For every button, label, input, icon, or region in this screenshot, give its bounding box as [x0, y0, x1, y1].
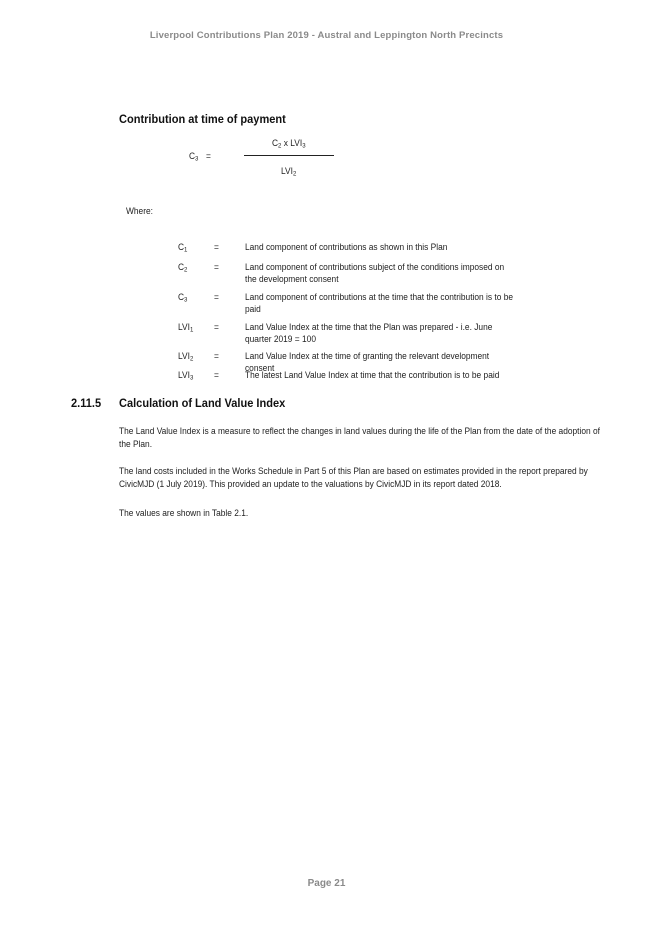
numerator-lvi3: LVI [290, 138, 303, 148]
definition-symbol: $C_2$ [178, 262, 188, 274]
paragraph: The values are shown in Table 2.1. [119, 508, 249, 518]
definition-text: The latest Land Value Index at time that the contribution is to be paid [245, 370, 500, 380]
page-number: Page 21 [307, 878, 346, 889]
formula-denominator: $LVI_2$ [281, 166, 297, 178]
paragraph: The land costs included in the Works Schedule in Part 5 of this Plan are based on estimates provided in the report prepared by CivicMJD (1 July 2019). This provided an update to the valuations by CivicMJD in its report dated 2018. [119, 466, 588, 489]
definition-equals: = [214, 351, 219, 361]
definition-symbol: $LVI_3$ [178, 370, 194, 382]
definition-text: Land Value Index at the time that the Plan was prepared - i.e. June quarter 2019 = 100 [245, 322, 493, 344]
running-header: Liverpool Contributions Plan 2019 - Austral and Leppington North Precincts [149, 30, 504, 41]
paragraph: The Land Value Index is a measure to reflect the changes in land values during the life of the Plan from the date of the adoption of the Plan. [119, 426, 600, 449]
definition-symbol: $C_3$ [178, 292, 188, 304]
section-number: 2.11.5 [71, 396, 102, 410]
where-label: Where: [126, 206, 153, 216]
definition-text: Land component of contributions as shown in this Plan [245, 242, 448, 252]
definition-text: Land Value Index at the time of granting the relevant development consent [245, 351, 490, 373]
formula-heading: Contribution at time of payment [119, 112, 286, 126]
definition-symbol: $C_1$ [178, 242, 188, 254]
formula-lhs: $C_3$ [189, 151, 199, 163]
definition-symbol: $LVI_2$ [178, 351, 194, 363]
definition-equals: = [214, 370, 219, 380]
definition-symbol: $LVI_1$ [178, 322, 194, 334]
definition-equals: = [214, 322, 219, 332]
section-title: Calculation of Land Value Index [119, 396, 286, 410]
formula-numerator: $C_2$ x $LVI_3$ [272, 138, 306, 150]
definition-equals: = [214, 242, 219, 252]
fraction-bar [244, 155, 334, 156]
formula-equals: = [206, 151, 211, 161]
definition-equals: = [214, 292, 219, 302]
definition-text: Land component of contributions subject of the conditions imposed on the development consent [245, 262, 505, 284]
numerator-c2: C [272, 138, 279, 148]
definition-equals: = [214, 262, 219, 272]
definition-text: Land component of contributions at the time that the contribution is to be paid [245, 292, 514, 314]
